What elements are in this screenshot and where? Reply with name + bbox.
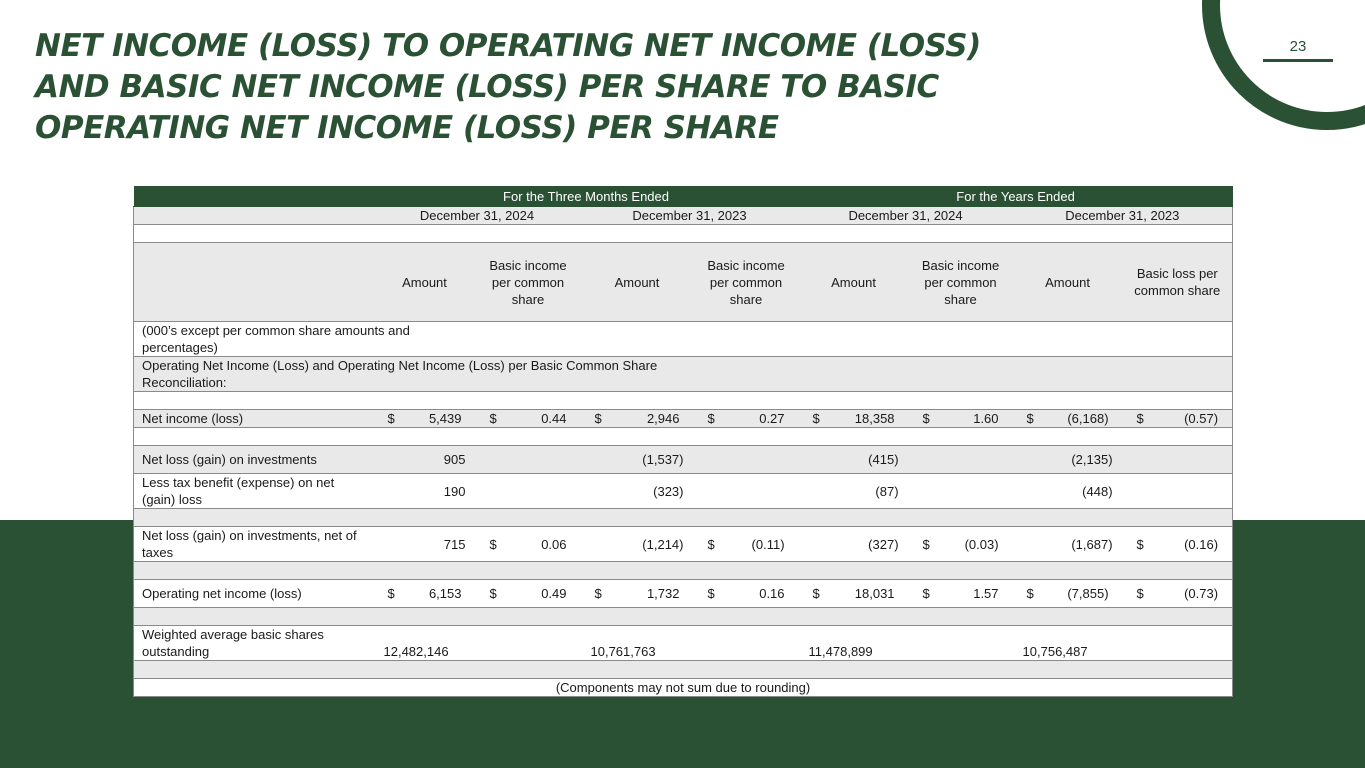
cell-value: (323): [581, 474, 694, 509]
currency-symbol: $: [489, 586, 497, 601]
period-header: December 31, 2024: [799, 207, 1013, 225]
cell-value: (327): [799, 527, 909, 562]
currency-symbol: $: [707, 536, 715, 552]
spacer-row: [134, 509, 1233, 527]
units-note-row: [134, 322, 1233, 357]
col-header: Amount: [581, 243, 694, 322]
period-header: December 31, 2024: [374, 207, 581, 225]
currency-symbol: $: [707, 411, 715, 426]
units-note: (000’s except per common share amounts and percentages): [134, 322, 476, 357]
currency-symbol: $: [387, 411, 395, 426]
page-number-underline: [1263, 59, 1333, 62]
cell-value: 0.06: [541, 536, 567, 552]
currency-symbol: $: [922, 536, 930, 552]
decorative-arc: [1202, 0, 1365, 130]
cell-value: 11,478,899: [799, 626, 1013, 661]
group-header-three-months: For the Three Months Ended: [374, 187, 799, 207]
cell-value: 0.16: [759, 586, 785, 601]
cell-value: 2,946: [646, 411, 680, 426]
currency-symbol: $: [594, 586, 602, 601]
period-header-row: [134, 207, 1233, 225]
column-header-row: [134, 243, 1233, 322]
group-header-years: For the Years Ended: [799, 187, 1233, 207]
table-row: [134, 446, 1233, 474]
cell-value: (0.73): [1184, 586, 1219, 601]
col-header: Basic income per common share: [694, 243, 799, 322]
table-row: [134, 527, 1233, 562]
currency-symbol: $: [1026, 411, 1034, 426]
table-row: [134, 474, 1233, 509]
cell-value: 0.44: [541, 411, 567, 426]
title-line-2: AND BASIC NET INCOME (LOSS) PER SHARE TO BASIC: [35, 69, 939, 105]
cell-value: 10,761,763: [581, 626, 799, 661]
cell-value: (1,214): [581, 527, 694, 562]
currency-symbol: $: [1026, 586, 1034, 601]
table-row: [134, 410, 1233, 428]
row-label: Net income (loss): [134, 410, 374, 428]
spacer-row: [134, 225, 1233, 243]
title-line-3: OPERATING NET INCOME (LOSS) PER SHARE: [35, 110, 779, 146]
currency-symbol: $: [922, 411, 930, 426]
currency-symbol: $: [1136, 536, 1144, 552]
table-row: [134, 626, 1233, 661]
footnote: (Components may not sum due to rounding): [134, 679, 1233, 697]
row-label: Less tax benefit (expense) on net (gain) loss: [134, 474, 374, 509]
col-header: Amount: [374, 243, 476, 322]
spacer-row: [134, 428, 1233, 446]
cell-value: (0.16): [1184, 536, 1219, 552]
currency-symbol: $: [922, 586, 930, 601]
col-header: Basic income per common share: [909, 243, 1013, 322]
table-row: [134, 580, 1233, 608]
cell-value: (0.57): [1184, 411, 1219, 426]
cell-value: (2,135): [1013, 446, 1123, 474]
footnote-row: [134, 679, 1233, 697]
cell-value: 12,482,146: [374, 626, 581, 661]
currency-symbol: $: [489, 411, 497, 426]
spacer-row: [134, 608, 1233, 626]
cell-value: (0.11): [751, 536, 785, 552]
cell-value: (415): [799, 446, 909, 474]
spacer-row: [134, 661, 1233, 679]
col-header: Basic loss per common share: [1123, 243, 1233, 322]
cell-value: 10,756,487: [1013, 626, 1233, 661]
cell-value: (0.03): [964, 536, 999, 552]
row-label: Net loss (gain) on investments: [134, 446, 374, 474]
row-label: Weighted average basic shares outstanding: [134, 626, 374, 661]
cell-value: 18,358: [854, 411, 895, 426]
row-label: Operating net income (loss): [134, 580, 374, 608]
col-header: Amount: [799, 243, 909, 322]
cell-value: 18,031: [854, 586, 895, 601]
currency-symbol: $: [387, 586, 395, 601]
reconciliation-table: [133, 186, 1233, 697]
currency-symbol: $: [707, 586, 715, 601]
cell-value: 5,439: [428, 411, 462, 426]
section-label: Operating Net Income (Loss) and Operating Net Income (Loss) per Basic Common Share Reconciliation:: [134, 357, 694, 392]
currency-symbol: $: [812, 586, 820, 601]
cell-value: (1,537): [581, 446, 694, 474]
cell-value: 905: [374, 446, 476, 474]
currency-symbol: $: [489, 536, 497, 552]
cell-value: (7,855): [1067, 586, 1109, 601]
cell-value: 1,732: [646, 586, 680, 601]
currency-symbol: $: [1136, 586, 1144, 601]
cell-value: 715: [374, 527, 476, 562]
cell-value: 0.49: [541, 586, 567, 601]
cell-value: 6,153: [428, 586, 462, 601]
period-header: December 31, 2023: [1013, 207, 1233, 225]
period-header: December 31, 2023: [581, 207, 799, 225]
currency-symbol: $: [812, 411, 820, 426]
title-line-1: NET INCOME (LOSS) TO OPERATING NET INCOME (LOSS): [35, 28, 981, 64]
col-header: Amount: [1013, 243, 1123, 322]
spacer-row: [134, 562, 1233, 580]
cell-value: (448): [1013, 474, 1123, 509]
cell-value: (6,168): [1067, 411, 1109, 426]
cell-value: 190: [374, 474, 476, 509]
currency-symbol: $: [594, 411, 602, 426]
cell-value: 1.60: [973, 411, 999, 426]
spacer-row: [134, 392, 1233, 410]
section-label-row: [134, 357, 1233, 392]
col-header: Basic income per common share: [476, 243, 581, 322]
cell-value: 0.27: [759, 411, 785, 426]
currency-symbol: $: [1136, 411, 1144, 426]
cell-value: (1,687): [1013, 527, 1123, 562]
cell-value: 1.57: [973, 586, 999, 601]
page-title: [35, 26, 1155, 149]
cell-value: (87): [799, 474, 909, 509]
group-header-row: [134, 187, 1233, 207]
page-number: 23: [1289, 38, 1307, 55]
row-label: Net loss (gain) on investments, net of taxes: [134, 527, 374, 562]
